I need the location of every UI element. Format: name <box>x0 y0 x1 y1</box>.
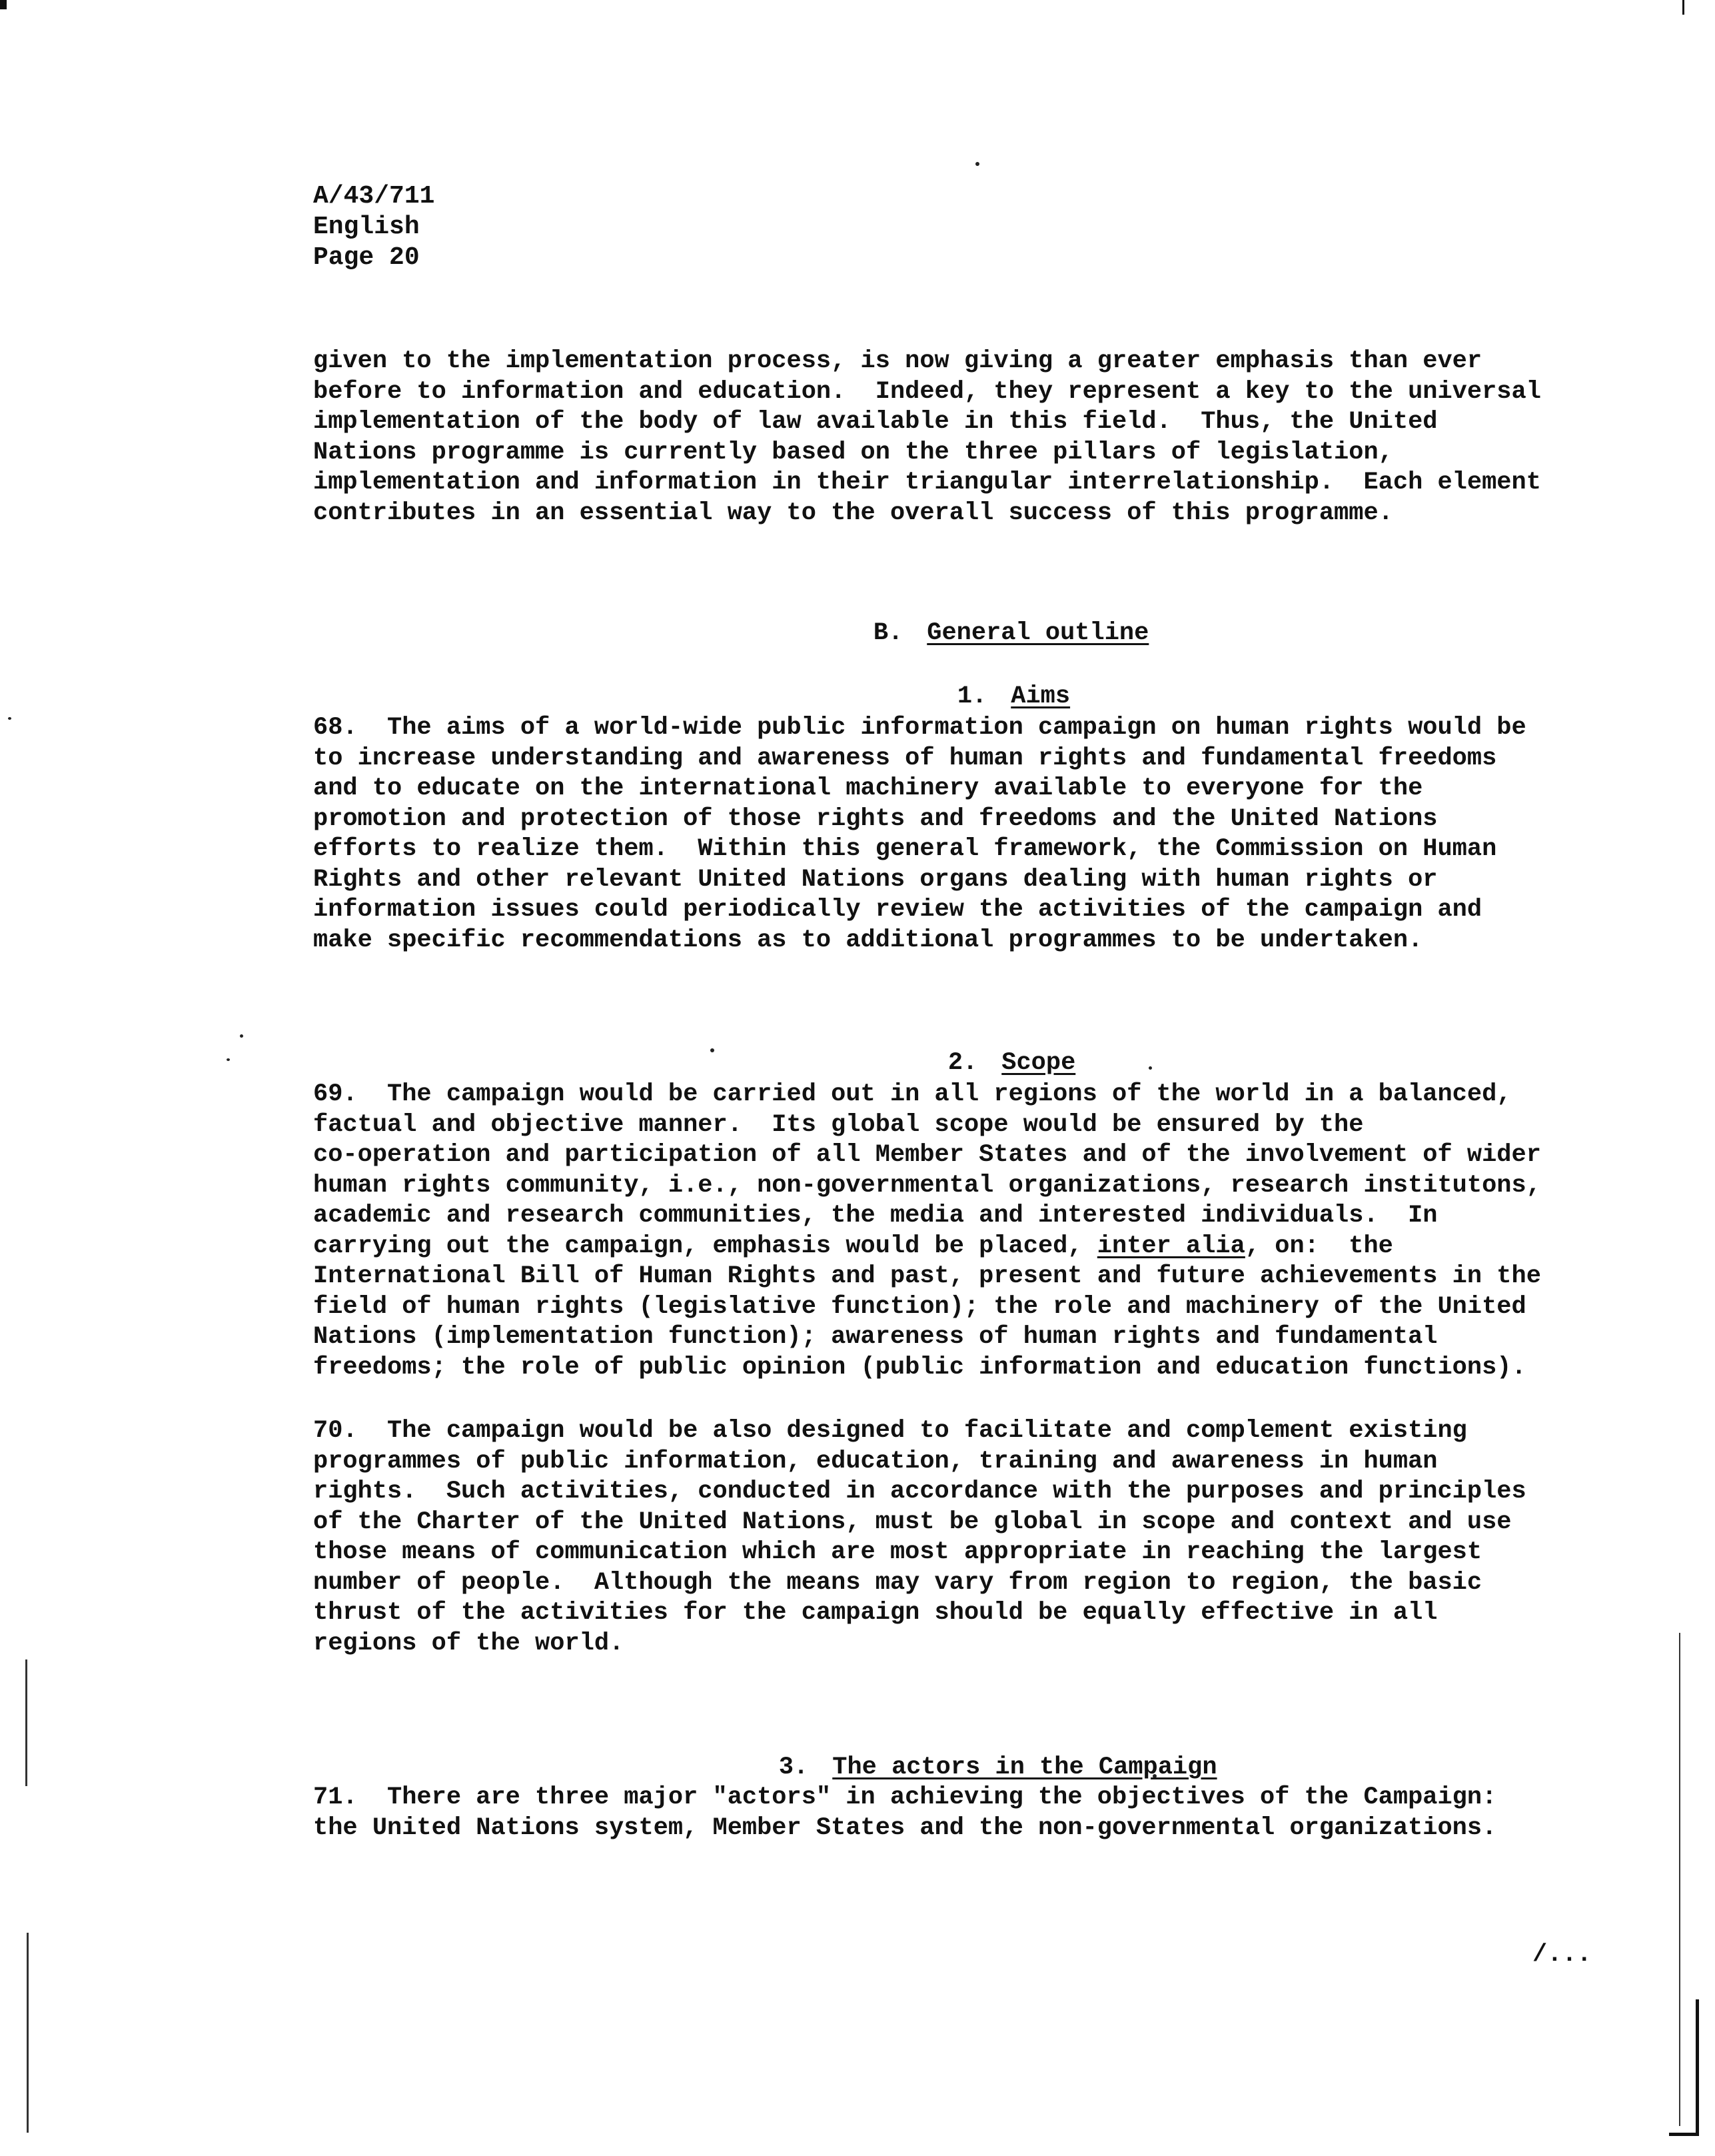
subsection-number: 3. <box>778 1753 809 1781</box>
text-line: field of human rights (legislative function); the role and machinery of the United <box>313 1292 1526 1321</box>
text-line: Nations programme is currently based on the three pillars of legislation, <box>313 438 1393 467</box>
text-line: before to information and education. Indeed, they represent a key to the universal <box>313 377 1541 406</box>
scan-speck <box>1149 1066 1152 1070</box>
section-number: B. <box>873 619 903 647</box>
paragraph-70 <box>313 1416 1619 1659</box>
text-line: implementation and information in their triangular interrelationship. Each element <box>313 469 1541 497</box>
text-line: contributes in an essential way to the overall success of this programme. <box>313 499 1393 527</box>
text-line: efforts to realize them. Within this general framework, the Commission on Human <box>313 835 1497 863</box>
text-line: human rights community, i.e., non-governmental organizations, research institutons, <box>313 1171 1541 1200</box>
text-line: the United Nations system, Member States and the non-governmental organizations. <box>313 1813 1497 1842</box>
text-line: Nations (implementation function); awareness of human rights and fundamental <box>313 1323 1438 1351</box>
text-line: thrust of the activities for the campaign should be equally effective in all <box>313 1599 1438 1627</box>
continuation-marker: /... <box>1532 1941 1592 1969</box>
scan-speck <box>8 717 11 720</box>
text-segment: carrying out the campaign, emphasis would be placed, <box>313 1232 1097 1260</box>
text-line: factual and objective manner. Its global scope would be ensured by the <box>313 1110 1364 1139</box>
page-number: Page 20 <box>313 243 420 272</box>
scan-corner-bracket <box>1669 1999 1699 2136</box>
scan-edge-left-bottom <box>27 1933 29 2133</box>
intro-paragraph <box>313 347 1619 529</box>
text-line: information issues could periodically review the activities of the campaign and <box>313 896 1482 924</box>
text-line: freedoms; the role of public opinion (public information and education functions). <box>313 1353 1526 1382</box>
text-line: implementation of the body of law available in this field. Thus, the United <box>313 408 1438 436</box>
text-line: rights. Such activities, conducted in accordance with the purposes and principles <box>313 1478 1526 1506</box>
text-line: promotion and protection of those rights and freedoms and the United Nations <box>313 804 1438 833</box>
text-line: those means of communication which are most appropriate in reaching the largest <box>313 1538 1482 1566</box>
document-symbol: A/43/711 <box>313 182 435 211</box>
paragraph-68 <box>313 713 1619 956</box>
scan-speck <box>710 1048 714 1052</box>
section-title: General outline <box>927 619 1149 647</box>
scan-speck <box>240 1034 243 1038</box>
paragraph-69 <box>313 1080 1619 1383</box>
text-line: programmes of public information, education, training and awareness in human <box>313 1447 1438 1476</box>
text-line: Rights and other relevant United Nations organs dealing with human rights or <box>313 865 1438 894</box>
text-segment: , on: the <box>1245 1232 1393 1260</box>
text-line: and to educate on the international machinery available to everyone for the <box>313 774 1423 802</box>
text-line: 69. The campaign would be carried out in all regions of the world in a balanced, <box>313 1080 1512 1108</box>
text-line: make specific recommendations as to additional programmes to be undertaken. <box>313 926 1423 954</box>
document-header <box>313 181 434 273</box>
text-line: number of people. Although the means may vary from region to region, the basic <box>313 1568 1482 1597</box>
text-line: International Bill of Human Rights and past, present and future achievements in the <box>313 1262 1541 1290</box>
text-line: regions of the world. <box>313 1629 624 1657</box>
subsection-title: The actors in the Campaign <box>832 1753 1217 1781</box>
subsection-title: Aims <box>1011 682 1071 710</box>
text-line: to increase understanding and awareness of human rights and fundamental freedoms <box>313 744 1497 772</box>
text-line: 71. There are three major "actors" in achieving the objectives of the Campaign: <box>313 1783 1497 1811</box>
paragraph-71 <box>313 1783 1619 1843</box>
scan-edge-left-lower <box>25 1659 27 1786</box>
text-line: of the Charter of the United Nations, must be global in scope and context and use <box>313 1508 1512 1536</box>
text-line <box>313 1232 1619 1262</box>
scan-speck <box>227 1058 230 1061</box>
text-line: 68. The aims of a world-wide public information campaign on human rights would be <box>313 714 1526 742</box>
text-line: given to the implementation process, is now giving a greater emphasis than ever <box>313 347 1482 375</box>
subsection-number: 2. <box>947 1049 978 1077</box>
latin-phrase: inter alia <box>1097 1232 1245 1260</box>
scan-mark-top-right <box>1682 0 1684 15</box>
subsection-title: Scope <box>1001 1049 1076 1077</box>
text-line: academic and research communities, the media and interested individuals. In <box>313 1202 1438 1230</box>
document-language: English <box>313 213 420 241</box>
text-line: co-operation and participation of all Member States and of the involvement of wider <box>313 1141 1541 1169</box>
subsection-number: 1. <box>957 682 987 710</box>
text-line: 70. The campaign would be also designed to facilitate and complement existing <box>313 1417 1467 1445</box>
scan-mark-top-left <box>0 0 7 9</box>
scan-speck <box>975 162 979 166</box>
